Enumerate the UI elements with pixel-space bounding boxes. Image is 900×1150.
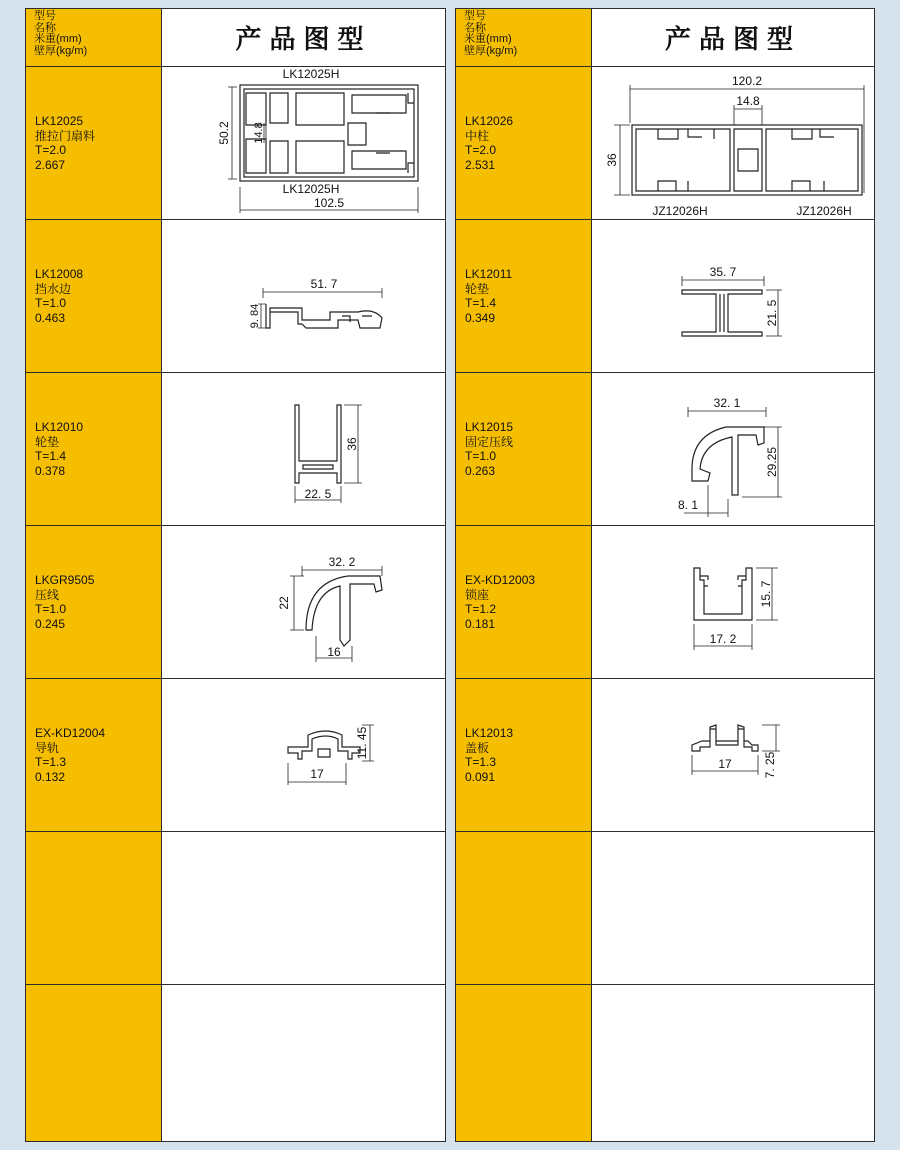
table-row [456, 679, 874, 832]
dim-height: 50.2 [217, 121, 231, 145]
table-row [456, 373, 874, 526]
product-weight: 0.263 [465, 463, 496, 478]
product-thickness: T=1.4 [35, 449, 67, 463]
dim-width: 17 [718, 757, 732, 771]
table-row [26, 67, 445, 220]
product-code: LKGR9505 [35, 573, 95, 587]
product-thickness: T=1.0 [465, 449, 497, 463]
product-info [465, 420, 513, 478]
dim-height: 22 [277, 596, 291, 610]
dim-width: 102.5 [313, 196, 345, 210]
product-weight: 2.667 [35, 157, 66, 172]
profile-drawing [162, 373, 445, 525]
product-code: EX-KD12004 [35, 726, 106, 740]
table-row [26, 679, 445, 832]
dim-width: 51. 7 [310, 277, 338, 291]
table-row [456, 832, 874, 985]
header-label-weight: 米重(mm) [34, 33, 82, 45]
dim-inner: 14.8 [253, 122, 265, 144]
header-title: 产品图型 [664, 25, 801, 55]
drawing-label-right: JZ12026H [796, 204, 852, 218]
product-thickness: T=2.0 [465, 143, 497, 157]
product-thickness: T=1.4 [465, 296, 497, 310]
product-name: 轮垫 [35, 434, 60, 449]
profile-drawing [162, 220, 445, 372]
table-row [456, 526, 874, 679]
dim-height: 36 [605, 153, 619, 167]
table-row [26, 526, 445, 679]
dim-height: 29.25 [765, 446, 779, 478]
dim-height: 9. 84 [249, 303, 261, 329]
product-code: EX-KD12003 [465, 573, 536, 587]
profile-drawing [162, 67, 445, 219]
header-label-thickness: 壁厚(kg/m) [464, 44, 518, 57]
header-label-model: 型号 [34, 10, 56, 22]
table-row [456, 67, 874, 220]
profile-drawing [162, 679, 445, 831]
product-thickness: T=1.0 [35, 296, 67, 310]
header-labels [464, 11, 517, 57]
profile-drawing [592, 373, 874, 525]
dim-height: 36 [345, 437, 359, 451]
product-name: 压线 [35, 587, 60, 602]
product-thickness: T=1.2 [465, 602, 497, 616]
product-thickness: T=1.0 [35, 602, 67, 616]
product-info [35, 573, 94, 631]
product-name: 导轨 [35, 740, 60, 755]
table-row [456, 220, 874, 373]
dim-width: 120.2 [731, 74, 763, 88]
product-code: LK12011 [465, 267, 513, 281]
header-label-name: 名称 [34, 21, 56, 34]
product-weight: 2.531 [465, 157, 496, 172]
table-row [456, 985, 874, 1141]
dim-width: 35. 7 [709, 265, 737, 279]
product-name: 轮垫 [465, 281, 490, 296]
product-info [465, 114, 513, 172]
product-name: 推拉门扇料 [35, 128, 96, 143]
product-info [35, 420, 83, 478]
dim-width: 32. 2 [328, 555, 356, 569]
dim-height: 21. 5 [765, 299, 779, 327]
product-info [465, 267, 512, 325]
product-weight: 0.349 [465, 310, 496, 325]
header-label-cell [456, 9, 592, 66]
table-row [26, 985, 445, 1141]
dim-bottom: 16 [327, 645, 341, 659]
dim-width: 17. 2 [709, 632, 737, 646]
dim-width: 32. 1 [713, 396, 741, 410]
product-name: 中柱 [465, 128, 490, 143]
product-info [35, 114, 95, 172]
dim-width: 17 [310, 767, 324, 781]
drawing-label-top: LK12025H [282, 67, 340, 81]
dim-width: 22. 5 [304, 487, 332, 501]
header-label-weight: 米重(mm) [464, 33, 512, 45]
product-code: LK12010 [35, 420, 84, 434]
header-label-model: 型号 [464, 10, 486, 22]
profile-drawing [592, 220, 874, 372]
product-weight: 0.463 [35, 310, 66, 325]
profile-drawing [592, 526, 874, 678]
header-label-cell [26, 9, 162, 66]
product-code: LK12026 [465, 114, 514, 128]
product-code: LK12015 [465, 420, 514, 434]
product-name: 盖板 [465, 740, 490, 755]
table-header [26, 9, 445, 67]
product-info [35, 267, 83, 325]
dim-inner: 14.8 [736, 94, 760, 108]
table-row [26, 373, 445, 526]
header-label-thickness: 壁厚(kg/m) [34, 44, 88, 57]
dim-bottom: 8. 1 [677, 498, 699, 512]
left-table [25, 8, 446, 1142]
product-weight: 0.378 [35, 463, 66, 478]
header-label-name: 名称 [464, 21, 486, 34]
profile-drawing [592, 679, 874, 831]
dim-height: 11. 45 [355, 726, 369, 760]
profile-drawing [162, 526, 445, 678]
product-name: 固定压线 [465, 434, 514, 449]
header-title: 产品图型 [235, 25, 372, 55]
product-thickness: T=1.3 [35, 755, 67, 769]
product-info [465, 726, 513, 784]
profile-drawing [592, 67, 874, 219]
product-thickness: T=1.3 [465, 755, 497, 769]
drawing-label-left: JZ12026H [652, 204, 708, 218]
product-weight: 0.245 [35, 616, 66, 631]
product-code: LK12008 [35, 267, 84, 281]
product-weight: 0.091 [465, 769, 496, 784]
product-weight: 0.181 [465, 616, 496, 631]
drawing-label-bottom: LK12025H [282, 182, 340, 196]
product-weight: 0.132 [35, 769, 66, 784]
dim-height: 7. 25 [763, 751, 777, 779]
product-thickness: T=2.0 [35, 143, 67, 157]
header-labels [34, 11, 87, 57]
product-code: LK12013 [465, 726, 514, 740]
dim-height: 15. 7 [759, 580, 773, 608]
product-code: LK12025 [35, 114, 84, 128]
table-header [456, 9, 874, 67]
table-row [26, 220, 445, 373]
product-info [465, 573, 535, 631]
product-info [35, 726, 105, 784]
product-name: 挡水边 [35, 281, 72, 296]
product-name: 锁座 [465, 587, 490, 602]
table-row [26, 832, 445, 985]
right-table [455, 8, 875, 1142]
